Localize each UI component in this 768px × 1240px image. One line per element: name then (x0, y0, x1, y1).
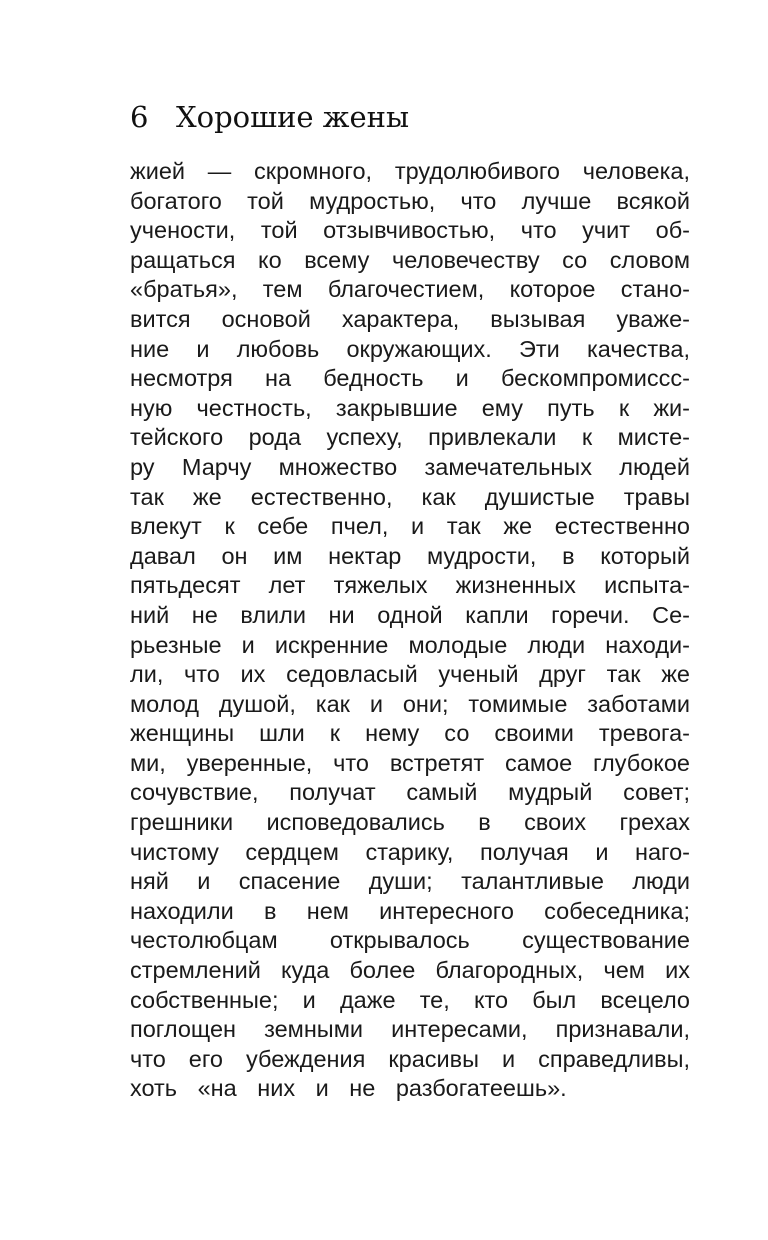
text-line: поглощен земными интересами, признавали, (130, 1016, 690, 1043)
body-text (130, 157, 690, 1104)
text-line: богатого той мудростью, что лучше всякой (130, 187, 690, 214)
text-line: находили в нем интересного собеседника; (130, 897, 690, 924)
text-line: няй и спасение души; талантливые люди (130, 868, 690, 895)
text-line: собственные; и даже те, кто был всецело (130, 986, 690, 1013)
text-line: давал он им нектар мудрости, в который (130, 542, 690, 569)
text-line: чистому сердцем старику, получая и наго- (130, 838, 690, 865)
text-line: рьезные и искренние молодые люди находи- (130, 631, 690, 658)
page-number: 6 (130, 100, 149, 134)
text-line-last: хоть «на них и не разбогатеешь». (130, 1075, 567, 1102)
text-line: ние и любовь окружающих. Эти качества, (130, 335, 690, 362)
text-line: ли, что их седовласый ученый друг так же (130, 661, 690, 688)
text-line: что его убеждения красивы и справедливы, (130, 1045, 690, 1072)
text-line: так же естественно, как душистые травы (130, 483, 690, 510)
text-line: вится основой характера, вызывая уваже- (130, 305, 690, 332)
text-line: ми, уверенные, что встретят самое глубокое (130, 749, 690, 776)
running-header (130, 100, 409, 144)
text-line: ную честность, закрывшие ему путь к жи- (130, 394, 690, 421)
text-line: стремлений куда более благородных, чем их (130, 957, 690, 984)
text-line: несмотря на бедность и бескомпромиссс- (130, 365, 690, 392)
text-line: честолюбцам открывалось существование (130, 927, 690, 954)
text-line: ру Марчу множество замечательных людей (130, 453, 690, 480)
text-line: тейского рода успеху, привлекали к мисте- (130, 424, 690, 451)
text-line: «братья», тем благочестием, которое стано- (130, 276, 690, 303)
text-line: ращаться ко всему человечеству со словом (130, 246, 690, 273)
book-title: Хорошие жены (176, 100, 410, 134)
text-line: учености, той отзывчивостью, что учит об- (130, 217, 690, 244)
text-line: пятьдесят лет тяжелых жизненных испыта- (130, 572, 690, 599)
text-line: влекут к себе пчел, и так же естественно (130, 513, 690, 540)
text-line: женщины шли к нему со своими тревога- (130, 720, 690, 747)
text-line: сочувствие, получат самый мудрый совет; (130, 779, 690, 806)
text-line: грешники исповедовались в своих грехах (130, 809, 690, 836)
text-line: ний не влили ни одной капли горечи. Се- (130, 601, 690, 628)
text-line: жией — скромного, трудолюбивого человека, (130, 158, 690, 184)
text-line: молод душой, как и они; томимые заботами (130, 690, 690, 717)
